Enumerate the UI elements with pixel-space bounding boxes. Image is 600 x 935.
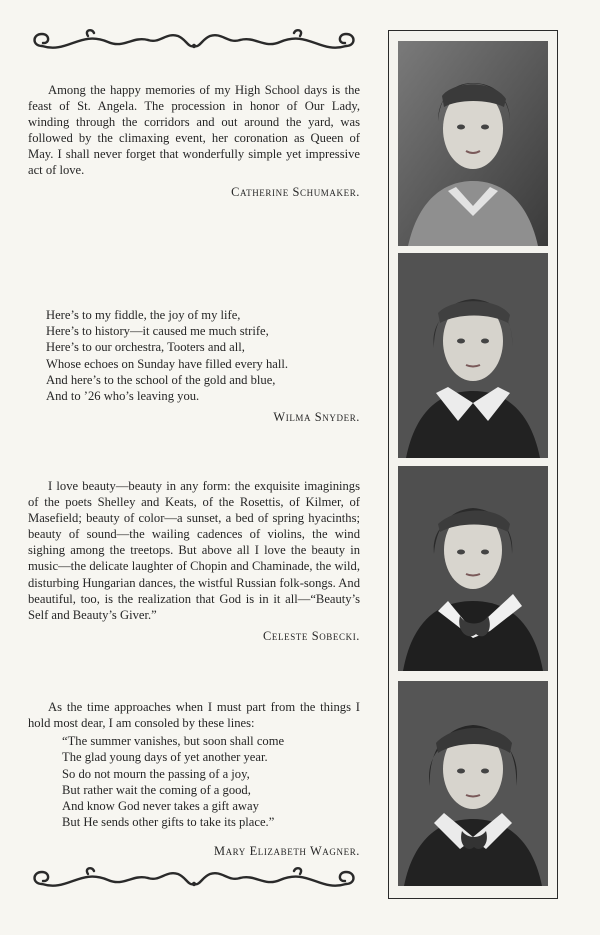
poem-quote (28, 733, 360, 830)
verse-line: And here’s to the school of the gold and blue, (46, 372, 276, 387)
portrait-strip (388, 30, 558, 899)
farewell-intro: As the time approaches when I must part from the things I hold most dear, I am consoled by these lines: (28, 700, 360, 731)
verse-line: Here’s to our orchestra, Tooters and all, (46, 340, 245, 355)
memory-catherine-schumaker (28, 82, 360, 200)
verse-line: Here’s to history—it caused me much strife, (46, 324, 269, 339)
signature: Wilma Snyder. (273, 410, 360, 425)
poem-line: So do not mourn the passing of a joy, (62, 766, 250, 781)
portrait-photo-3 (398, 466, 548, 671)
verse-line: Here’s to my fiddle, the joy of my life, (46, 308, 241, 322)
signature: Celeste Sobecki. (263, 628, 360, 643)
verse-line: Whose echoes on Sunday have filled every hall. (46, 356, 288, 371)
poem-line: The glad young days of yet another year. (62, 750, 268, 765)
signature: Catherine Schumaker. (231, 184, 360, 199)
essay-celeste-sobecki (28, 478, 360, 644)
memory-text: Among the happy memories of my High School days is the feast of St. Angela. The procession in honor of Our Lady, winding through the corridors and out around the yard, was followed by the climaxing event, her coronation as Queen of May. I shall never forget that wonderfully simple yet impressive act of love. (28, 83, 360, 178)
poem-line: And know God never takes a gift away (62, 799, 259, 813)
farewell-mary-elizabeth-wagner (28, 699, 360, 859)
scroll-ornament-bottom (28, 862, 360, 898)
portrait-photo-1 (398, 41, 548, 246)
poem-line: But He sends other gifts to take its place.” (62, 815, 275, 830)
poem-line: “The summer vanishes, but soon shall come (62, 734, 285, 749)
essay-text: I love beauty—beauty in any form: the exquisite imaginings of the poets Shelley and Keats, of the Rosettis, of Kilmer, of Masefield; beauty of color—a sunset, a bed of spring hyacinths; beauty of sound—the wailing cadences of violins, the wind sighing among the treetops. But above all I love the beauty in music—the delicate laughter of Chopin and Chaminade, the wild, disturbing Hungarian dances, the wistful Russian folk-songs. And beautiful, too, is the realization that God is in it all—“Beauty’s Self and Beauty’s Giver.” (28, 479, 360, 622)
verse-wilma-snyder (28, 307, 360, 425)
portrait-photo-2 (398, 253, 548, 458)
poem-line: But rather wait the coming of a good, (62, 782, 251, 797)
verse-line: And to ’26 who’s leaving you. (46, 389, 200, 404)
signature: Mary Elizabeth Wagner. (213, 844, 360, 859)
scroll-ornament-top (28, 24, 360, 60)
portrait-photo-4 (398, 681, 548, 886)
verse (28, 307, 360, 404)
